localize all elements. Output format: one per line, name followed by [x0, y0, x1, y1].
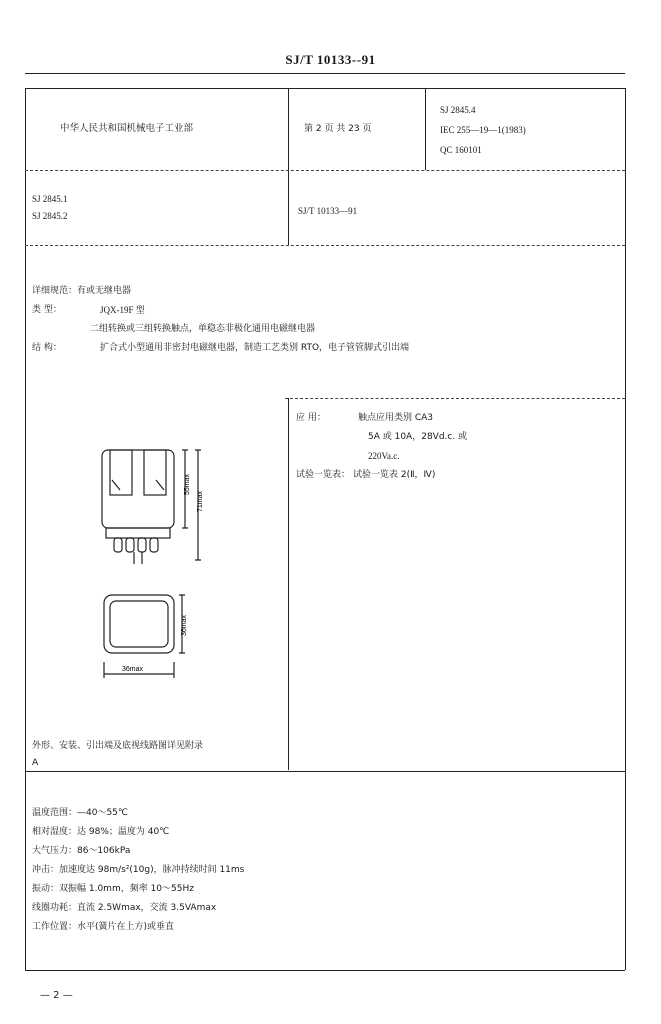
spec-title: 详细规范：有或无继电器 — [32, 286, 132, 296]
outline-note-line-2: A — [32, 758, 39, 768]
type-description: 二组转换或三组转换触点，单稳态非极化通用电磁继电器 — [90, 324, 316, 334]
structure-value: 扩合式小型通用非密封电磁继电器，制造工艺类别 RTO，电子管管脚式引出端 — [100, 343, 410, 353]
relay-pin — [114, 538, 122, 552]
condition-vibration: 振动：双振幅 1.0mm，频率 10～55Hz — [32, 884, 194, 894]
col-divider-2 — [425, 88, 426, 170]
row-divider-2 — [25, 245, 625, 246]
outline-note-line-1: 外形、安装、引出端及底视线路图详见附录 — [32, 741, 204, 751]
page-info: 第 2 页 共 23 页 — [304, 124, 372, 134]
relay-body-top — [104, 595, 174, 653]
condition-coil-power: 线圈功耗：直流 2.5Wmax，交流 3.5VAmax — [32, 903, 217, 913]
condition-humidity: 相对湿度：达 98%；温度为 40℃ — [32, 827, 170, 837]
authority-name: 中华人民共和国机械电子工业部 — [60, 123, 194, 134]
type-label: 类 型： — [32, 305, 62, 315]
structure-label: 结 构： — [32, 343, 62, 353]
page-number: — 2 — — [40, 990, 73, 1001]
condition-temperature: 温度范围：—40～55℃ — [32, 808, 129, 818]
type-value: JQX-19F 型 — [100, 305, 145, 315]
middle-divider — [288, 398, 289, 770]
ref-2: IEC 255—19—1(1983) — [440, 125, 526, 135]
test-value: 试验一览表 2(Ⅱ，Ⅳ) — [353, 470, 436, 480]
application-line-2: 5A 或 10A，28Vd.c. 或 — [368, 432, 468, 442]
relay-outline-drawing — [90, 440, 250, 690]
condition-shock: 冲击：加速度达 98m/s²(10g)，脉冲持续时间 11ms — [32, 865, 245, 875]
middle-bottom-rule — [25, 771, 625, 772]
detail-spec-number: SJ/T 10133—91 — [298, 206, 358, 216]
test-label: 试验一览表： — [296, 470, 351, 480]
dim-height-2: 71max — [197, 490, 204, 512]
application-label: 应 用： — [296, 413, 326, 423]
condition-position: 工作位置：水平(簧片在上方)或垂直 — [32, 922, 175, 932]
ref-1: SJ 2845.4 — [440, 105, 476, 115]
col-divider-1 — [288, 88, 289, 245]
document-header: SJ/T 10133--91 — [285, 52, 376, 67]
application-line-1: 触点应用类别 CA3 — [358, 413, 434, 423]
ref-3: QC 160101 — [440, 145, 482, 155]
frame-right — [625, 88, 626, 970]
header-rule — [25, 73, 625, 74]
dim-width: 36max — [122, 666, 144, 673]
generic-spec-1: SJ 2845.1 — [32, 194, 68, 204]
dim-height-1: 55max — [184, 473, 191, 495]
relay-pin — [126, 538, 134, 552]
relay-cover-left — [110, 450, 132, 495]
generic-spec-2: SJ 2845.2 — [32, 211, 68, 221]
frame-bottom — [25, 970, 625, 971]
relay-pin — [138, 538, 146, 552]
relay-base — [106, 528, 170, 538]
row-divider-1 — [25, 170, 625, 171]
frame-left — [25, 88, 26, 970]
application-line-3: 220Va.c. — [368, 451, 400, 461]
dim-depth: 36max — [181, 614, 188, 636]
frame-top — [25, 88, 625, 89]
relay-pin — [150, 538, 158, 552]
application-top-rule — [285, 398, 625, 399]
condition-pressure: 大气压力：86～106kPa — [32, 846, 131, 856]
